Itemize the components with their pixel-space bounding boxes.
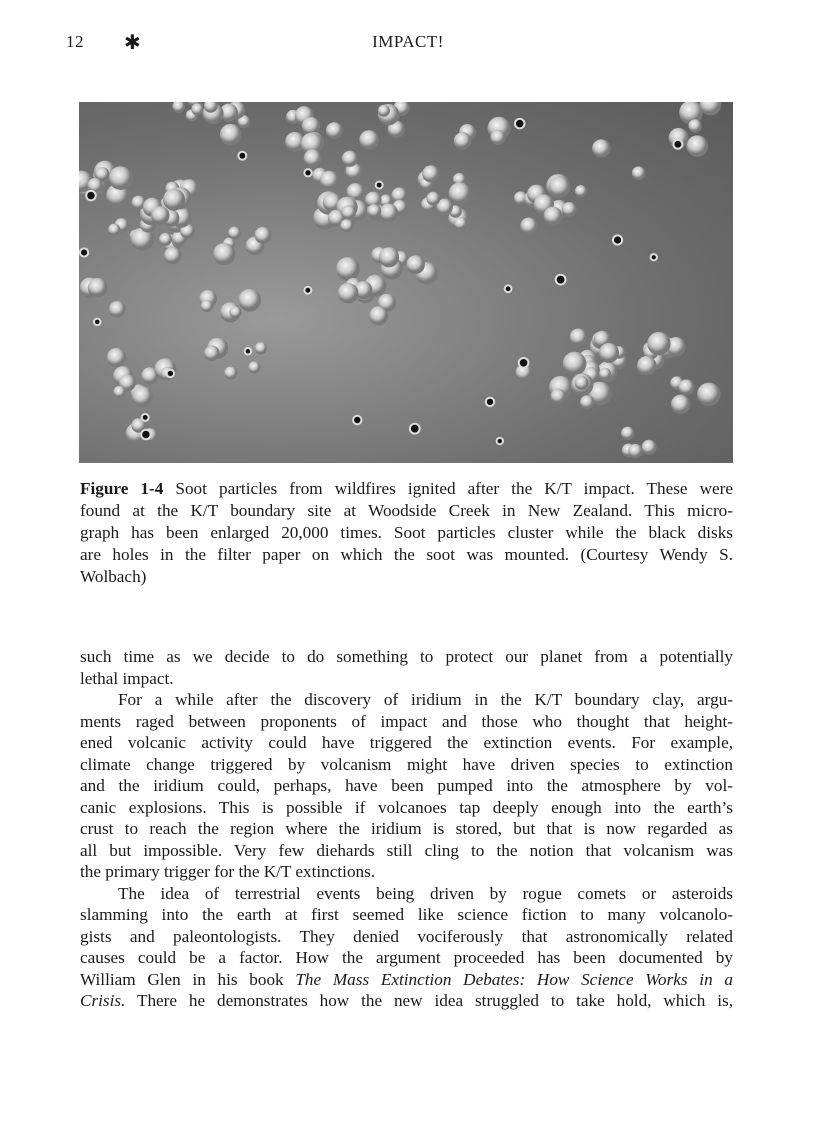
- filter-hole: [167, 370, 174, 377]
- soot-particle: [592, 139, 610, 157]
- soot-particle: [575, 185, 587, 197]
- text-line: climate change triggered by volcanism might have driven species to extinction: [80, 754, 733, 774]
- filter-hole: [86, 191, 95, 200]
- text-line: ened volcanic activity could have triggered the extinction events. For example,: [80, 733, 733, 752]
- filter-hole: [245, 348, 251, 354]
- soot-particle: [599, 368, 611, 380]
- ornament-icon: ✱: [124, 32, 142, 54]
- soot-particle: [340, 219, 353, 232]
- soot-particle: [224, 366, 237, 379]
- soot-micrograph-image: [79, 102, 733, 463]
- soot-particle: [637, 356, 656, 375]
- running-head: IMPACT!: [372, 32, 444, 51]
- soot-particle: [132, 386, 153, 407]
- soot-particle: [671, 395, 690, 414]
- soot-particle: [191, 103, 203, 115]
- soot-particle: [336, 257, 360, 281]
- soot-particle: [338, 283, 359, 304]
- soot-particle: [109, 166, 133, 190]
- text-line: Crisis. There he demonstrates how the new idea struggled to take hold, which is,: [80, 991, 733, 1010]
- filter-hole: [486, 398, 494, 406]
- soot-particle: [449, 182, 471, 204]
- soot-particle: [628, 444, 642, 458]
- soot-particle: [642, 440, 657, 455]
- book-title: The Mass Extinction Debates: How Science Works in a: [295, 969, 733, 989]
- soot-particle: [159, 233, 172, 246]
- text-line: slamming into the earth at first seemed like science fiction to many volcanolo-: [80, 905, 733, 924]
- text-line: and the iridium could, perhaps, have been pumped into the atmosphere by vol-: [80, 776, 733, 795]
- soot-particle: [520, 218, 537, 235]
- text-line: The idea of terrestrial events being driven by rogue comets or asteroids: [118, 883, 733, 903]
- text-line: all but impossible. Very few diehards still cling to the notion that volcanism was: [80, 840, 733, 860]
- soot-particle: [490, 130, 505, 145]
- filter-hole: [556, 275, 566, 285]
- soot-particle: [88, 278, 108, 298]
- filter-hole: [497, 438, 503, 444]
- filter-hole: [673, 140, 682, 149]
- soot-particle: [544, 206, 563, 225]
- filter-hole: [141, 430, 150, 439]
- soot-particle: [204, 346, 220, 362]
- soot-particle: [113, 386, 125, 398]
- soot-particle: [647, 332, 670, 355]
- book-title: Crisis.: [80, 991, 126, 1010]
- soot-particle: [172, 102, 185, 113]
- soot-particle: [697, 383, 721, 407]
- text-line: canic explosions. This is possible if volcanoes tap deeply enough into the earth’s: [80, 797, 733, 817]
- soot-particle: [109, 301, 126, 318]
- soot-particle: [563, 352, 587, 376]
- filter-hole: [410, 424, 420, 434]
- soot-particle: [367, 204, 381, 218]
- filter-hole: [613, 235, 622, 244]
- soot-particle: [164, 247, 181, 264]
- figure-label: Figure 1-4: [80, 479, 164, 498]
- soot-particle: [422, 165, 439, 182]
- soot-particle: [379, 203, 398, 222]
- text-line: ments raged between proponents of impact and those who thought that height-: [80, 711, 733, 731]
- filter-hole: [651, 254, 657, 260]
- soot-particle: [326, 122, 343, 139]
- soot-particle: [621, 427, 634, 440]
- body-text: [80, 646, 733, 1012]
- soot-particle: [580, 395, 594, 409]
- soot-particle: [379, 247, 399, 267]
- soot-particle: [213, 243, 235, 265]
- soot-particle: [254, 227, 271, 244]
- soot-particle: [454, 217, 467, 230]
- soot-particle: [378, 105, 390, 117]
- filter-hole: [505, 285, 512, 292]
- soot-particle: [220, 124, 242, 146]
- text-line: lethal impact.: [80, 668, 174, 688]
- filter-hole: [353, 416, 361, 424]
- soot-particle: [551, 389, 566, 404]
- soot-particle: [341, 205, 356, 220]
- text-line: gists and paleontologists. They denied vociferously that astronomically related: [80, 926, 733, 946]
- soot-particle: [688, 119, 701, 132]
- filter-hole: [304, 169, 311, 176]
- soot-particle: [108, 224, 120, 236]
- filter-hole: [142, 414, 149, 421]
- soot-particle: [229, 306, 241, 318]
- soot-particle: [359, 130, 379, 150]
- text-line: crust to reach the region where the iridium is stored, but that is now regarded as: [80, 819, 733, 838]
- soot-particle: [369, 306, 388, 325]
- soot-particle: [255, 342, 267, 354]
- soot-particle: [151, 206, 169, 224]
- soot-particle: [575, 376, 589, 390]
- soot-particle: [454, 132, 471, 149]
- filter-hole: [304, 287, 311, 294]
- soot-particle: [342, 151, 358, 167]
- soot-particle: [426, 192, 440, 206]
- soot-particle: [632, 166, 646, 180]
- soot-particle: [679, 379, 695, 395]
- soot-particle: [570, 328, 587, 345]
- text-line: such time as we decide to do something to protect our planet from a potentially: [80, 647, 733, 666]
- soot-particle: [248, 361, 260, 373]
- soot-particle: [238, 289, 261, 312]
- filter-hole: [519, 358, 529, 368]
- text-line: causes could be a factor. How the argument proceeded has been documented by: [80, 948, 733, 967]
- filter-hole: [94, 319, 101, 326]
- soot-particle: [163, 189, 185, 211]
- soot-particle: [228, 227, 241, 240]
- text-line: the primary trigger for the K/T extinctions.: [80, 862, 376, 881]
- page-number: 12: [66, 32, 84, 51]
- soot-particle: [406, 255, 425, 274]
- soot-particle: [549, 176, 571, 198]
- filter-hole: [80, 248, 88, 256]
- soot-particle: [562, 202, 577, 217]
- filter-hole: [376, 182, 383, 189]
- text-line: For a while after the discovery of iridium in the K/T boundary clay, argu-: [118, 690, 733, 709]
- soot-particle: [320, 171, 339, 190]
- filter-hole: [238, 152, 246, 160]
- figure-caption: Figure 1-4 Soot particles from wildfires ignited after the K/T impact. These were found at the K/T boundary site at Woodside Creek in New Zealand. This micro- graph has been enlarged 20,000 times. Soot particles cluster while the black disks are holes in the filter paper on which the soot was mounted. (Courtesy Wendy S. Wolbach): [80, 479, 733, 586]
- soot-particle: [304, 149, 322, 167]
- text-line: William Glen in his book The Mass Extinction Debates: How Science Works in a: [80, 969, 733, 989]
- filter-hole: [515, 119, 525, 129]
- soot-particle: [599, 343, 619, 363]
- soot-particle: [201, 300, 213, 312]
- soot-particle: [686, 135, 708, 157]
- soot-particle: [107, 348, 126, 367]
